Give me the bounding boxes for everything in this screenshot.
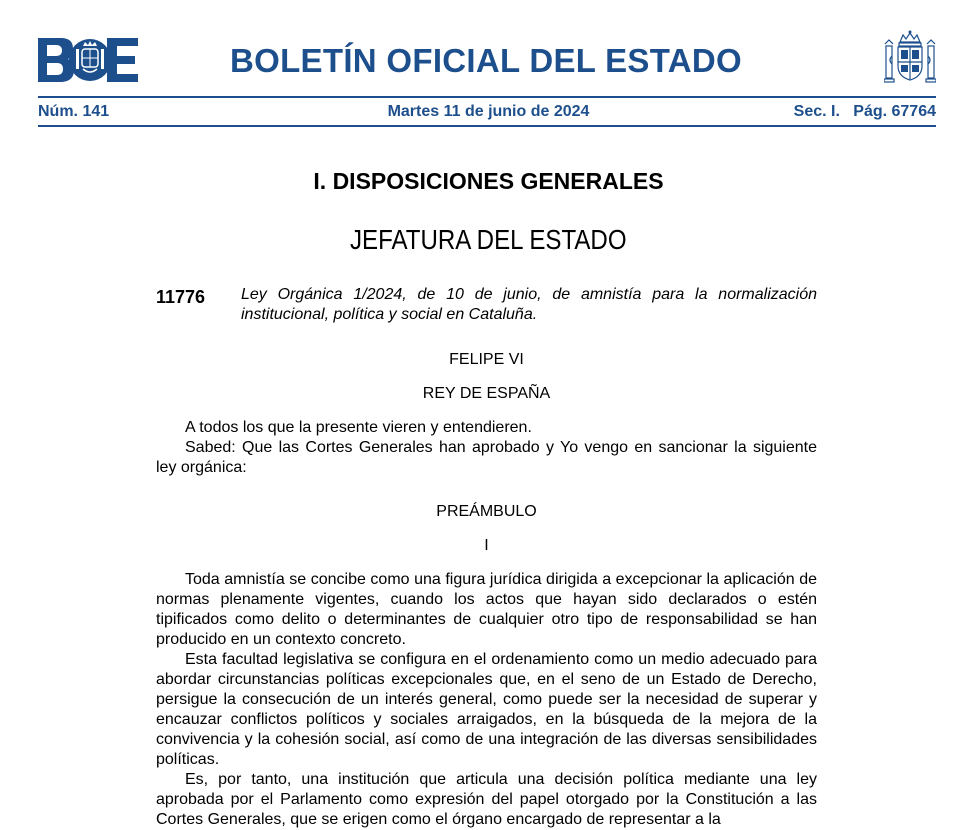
department-heading: JEFATURA DEL ESTADO (350, 224, 627, 255)
header-bottom-rule (38, 125, 936, 127)
preamble-heading: PREÁMBULO (436, 503, 537, 520)
preamble-paragraph: Esta facultad legislativa se configura en el ordenamiento como un medio adecuado para abordar circunstancias políticas excepcionales que, en el seno de un Estado de Derecho, persigue la consecución de un interés general, como puede ser la necesidad de superar y encauzar conflictos políticos y sociales arraigados, en la búsqueda de la mejora de la convivencia y la cohesión social, así como de una integración de las diversas sensibilidades políticas. (156, 651, 817, 768)
law-number: 11776 (156, 287, 206, 307)
promulgation-paragraph: Sabed: Que las Cortes Generales han aprobado y Yo vengo en sancionar la siguiente ley orgánica: (156, 439, 817, 476)
preamble-paragraph: Es, por tanto, una institución que articula una decisión política mediante una ley aprobada por el Parlamento como expresión del papel otorgado por la Constitución a las Cortes Generales, que se erigen como el órgano encargado de representar a la (156, 771, 817, 828)
law-title: Ley Orgánica 1/2024, de 10 de junio, de amnistía para la normalización institucional, política y social en Cataluña. (241, 286, 817, 323)
section-heading: I. DISPOSICIONES GENERALES (313, 168, 664, 194)
issue-date: Martes 11 de junio de 2024 (387, 103, 590, 120)
preamble-text (156, 570, 817, 830)
coat-of-arms-icon (884, 30, 936, 86)
header-top-rule (38, 96, 936, 98)
king-name: FELIPE VI (449, 351, 524, 368)
king-title: REY DE ESPAÑA (422, 385, 551, 402)
gazette-title: BOLETÍN OFICIAL DEL ESTADO (230, 42, 742, 79)
preamble-paragraph: Toda amnistía se concibe como una figura jurídica dirigida a excepcionar la aplicación de normas plenamente vigentes, cuando los actos que hayan sido declarados o estén tipificados como delito o determinantes de cualquier otro tipo de responsabilidad se han producido en un contexto concreto. (156, 571, 817, 648)
issue-number: Núm. 141 (38, 103, 110, 120)
promulgation-paragraph: A todos los que la presente vieren y entendieren. (185, 419, 532, 436)
promulgation-text (156, 418, 817, 478)
section-reference: Sec. I. (793, 103, 840, 120)
chapter-numeral: I (484, 537, 489, 554)
page-reference (794, 103, 936, 121)
page-number: Pág. 67764 (853, 103, 936, 120)
boe-logo (38, 38, 138, 82)
